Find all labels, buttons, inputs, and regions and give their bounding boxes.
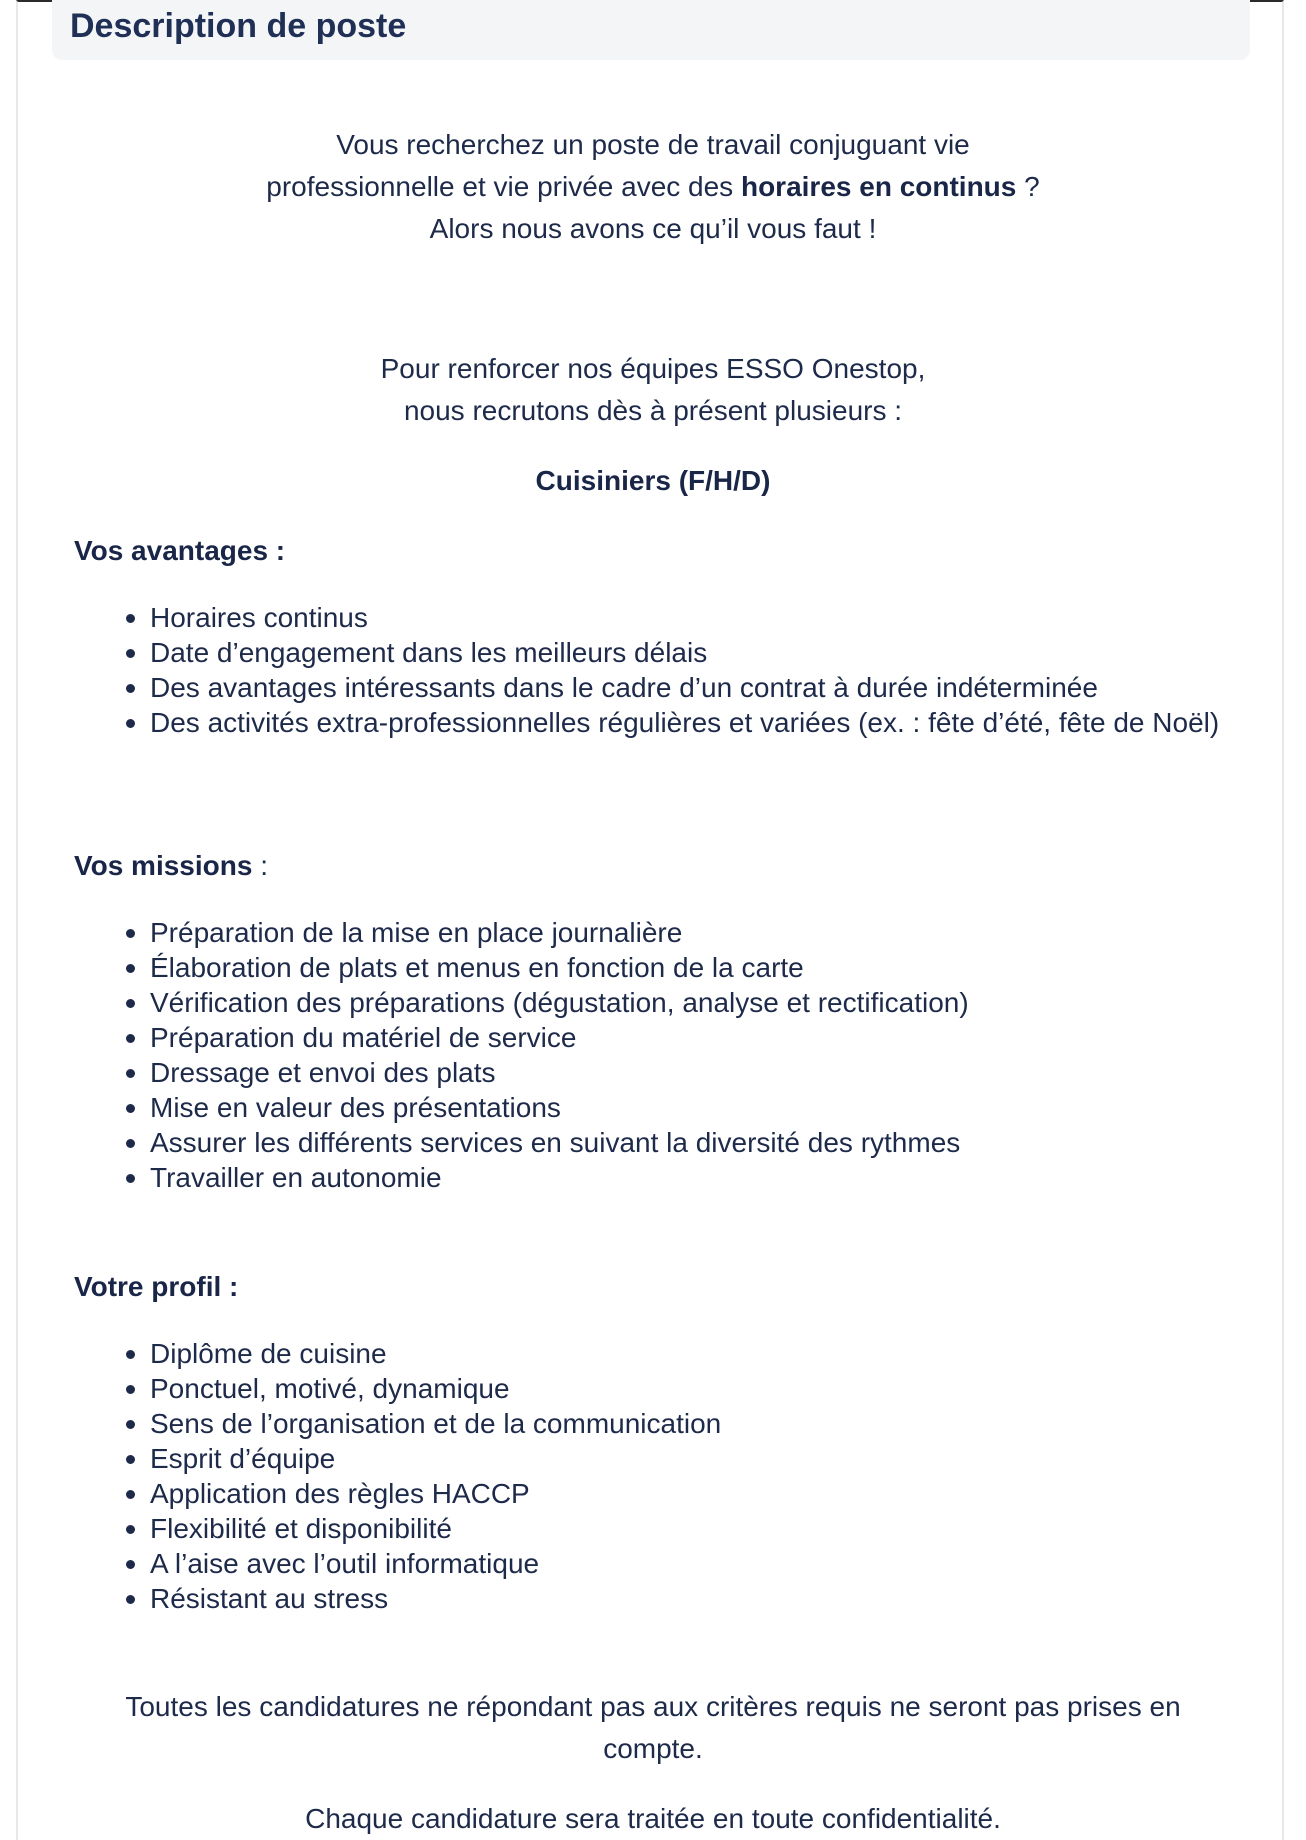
job-title: Cuisiniers (F/H/D)	[535, 465, 771, 496]
intro-highlight: horaires en continus	[740, 171, 1017, 202]
footer-line-2: compte.	[603, 1733, 703, 1764]
missions-heading-suffix: :	[252, 850, 268, 881]
list-item: Résistant au stress	[74, 1581, 1224, 1616]
recruit-line-1: Pour renforcer nos équipes ESSO Onestop,	[380, 353, 926, 384]
list-item: Vérification des préparations (dégustation, analyse et rectification)	[74, 985, 1224, 1020]
list-item: Ponctuel, motivé, dynamique	[74, 1371, 1224, 1406]
intro-line-2-text: professionnelle et vie privée avec des	[266, 171, 741, 202]
list-item: Sens de l’organisation et de la communication	[74, 1406, 1224, 1441]
list-item: Préparation de la mise en place journalière	[74, 915, 1224, 950]
avantages-list	[74, 600, 1224, 740]
intro-line-1: Vous recherchez un poste de travail conjuguant vie	[336, 129, 970, 160]
missions-heading-text: Vos missions	[74, 850, 253, 881]
profil-heading-text: Votre profil :	[74, 1271, 239, 1302]
section-title: Description de poste	[70, 7, 407, 45]
list-item: Préparation du matériel de service	[74, 1020, 1224, 1055]
missions-heading	[74, 848, 268, 884]
list-item: A l’aise avec l’outil informatique	[74, 1546, 1224, 1581]
profil-heading	[74, 1269, 238, 1305]
intro-line-2-end: ?	[1016, 171, 1040, 202]
list-item: Élaboration de plats et menus en fonction de la carte	[74, 950, 1224, 985]
footer-line-1: Toutes les candidatures ne répondant pas aux critères requis ne seront pas prises en	[125, 1691, 1181, 1722]
list-item: Des avantages intéressants dans le cadre d’un contrat à durée indéterminée	[74, 670, 1224, 705]
list-item: Des activités extra-professionnelles régulières et variées (ex. : fête d’été, fête de Noël)	[74, 705, 1224, 740]
avantages-heading-text: Vos avantages :	[74, 535, 286, 566]
list-item: Diplôme de cuisine	[74, 1336, 1224, 1371]
intro-line-3: Alors nous avons ce qu’il vous faut !	[429, 213, 877, 244]
list-item: Assurer les différents services en suivant la diversité des rythmes	[74, 1125, 1224, 1160]
profil-list	[74, 1336, 1224, 1616]
intro-line-2	[0, 166, 1306, 208]
list-item: Flexibilité et disponibilité	[74, 1511, 1224, 1546]
list-item: Mise en valeur des présentations	[74, 1090, 1224, 1125]
footer-line-3: Chaque candidature sera traitée en toute confidentialité.	[305, 1803, 1001, 1834]
recruit-line-2: nous recrutons dès à présent plusieurs :	[403, 395, 903, 426]
list-item: Esprit d’équipe	[74, 1441, 1224, 1476]
list-item: Dressage et envoi des plats	[74, 1055, 1224, 1090]
list-item: Horaires continus	[74, 600, 1224, 635]
missions-list	[74, 915, 1224, 1195]
avantages-heading	[74, 533, 285, 569]
list-item: Date d’engagement dans les meilleurs délais	[74, 635, 1224, 670]
list-item: Application des règles HACCP	[74, 1476, 1224, 1511]
list-item: Travailler en autonomie	[74, 1160, 1224, 1195]
